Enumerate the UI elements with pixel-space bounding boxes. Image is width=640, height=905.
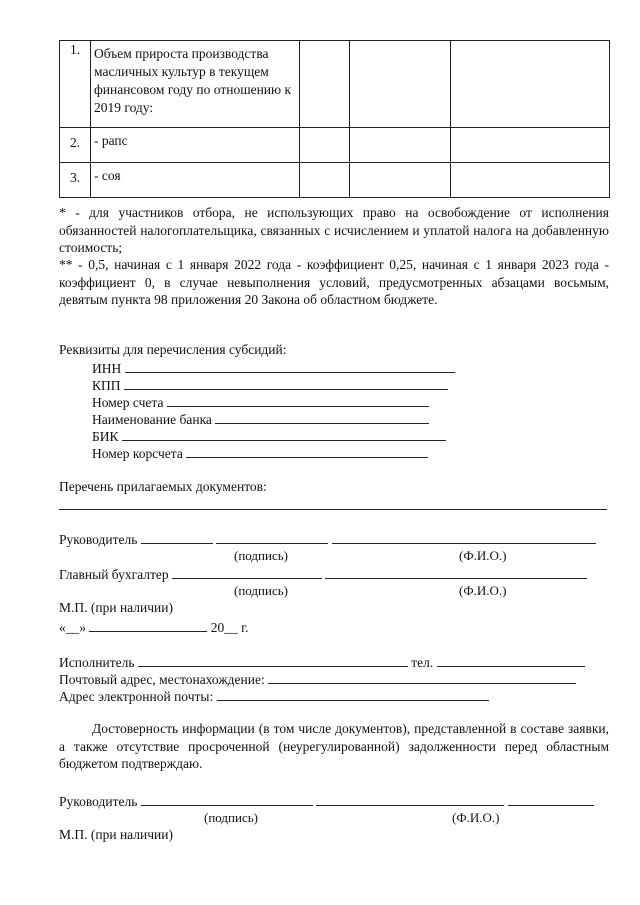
table-cell bbox=[300, 128, 350, 163]
bik-label: БИК bbox=[92, 429, 119, 444]
corr-field[interactable] bbox=[186, 444, 428, 458]
final-extra-line[interactable] bbox=[508, 792, 594, 806]
signature-caption: (подпись) bbox=[234, 548, 288, 563]
row-number: 2. bbox=[60, 128, 91, 163]
fio-caption: (Ф.И.О.) bbox=[459, 548, 507, 563]
account-field[interactable] bbox=[167, 393, 429, 407]
address-label: Почтовый адрес, местонахождение: bbox=[59, 672, 265, 687]
table-row bbox=[60, 41, 610, 128]
table-cell bbox=[350, 41, 451, 128]
table-cell bbox=[300, 41, 350, 128]
table-row bbox=[60, 128, 610, 163]
head-label: Руководитель bbox=[59, 532, 138, 547]
table-cell bbox=[451, 128, 610, 163]
table-cell bbox=[350, 163, 451, 198]
corr-label: Номер корсчета bbox=[92, 446, 183, 461]
date-day: «__» bbox=[59, 620, 86, 635]
executor-field[interactable] bbox=[138, 653, 408, 667]
accountant-fio-field[interactable] bbox=[325, 565, 587, 579]
table-cell bbox=[300, 163, 350, 198]
email-label: Адрес электронной почты: bbox=[59, 689, 214, 704]
table-cell bbox=[451, 41, 610, 128]
date-month-field[interactable] bbox=[89, 618, 207, 632]
documents-title: Перечень прилагаемых документов: bbox=[59, 479, 267, 494]
row-text: Объем прироста производства масличных культур в текущем финансовом году по отношению к 2019 году: bbox=[91, 41, 300, 128]
accountant-signature-field[interactable] bbox=[172, 565, 322, 579]
executor-label: Исполнитель bbox=[59, 655, 135, 670]
kpp-label: КПП bbox=[92, 378, 121, 393]
requisites-title: Реквизиты для перечисления субсидий: bbox=[59, 342, 287, 357]
fio-caption: (Ф.И.О.) bbox=[459, 583, 507, 598]
subsidy-table bbox=[59, 40, 610, 198]
row-number: 3. bbox=[60, 163, 91, 198]
tel-field[interactable] bbox=[437, 653, 585, 667]
bik-field[interactable] bbox=[122, 427, 446, 441]
table-cell bbox=[451, 163, 610, 198]
address-field[interactable] bbox=[268, 670, 576, 684]
head-extra-line[interactable] bbox=[141, 530, 213, 544]
row-text: - рапс bbox=[91, 128, 300, 163]
final-stamp-note: М.П. (при наличии) bbox=[59, 827, 173, 842]
final-signature-field[interactable] bbox=[141, 792, 313, 806]
head-fio-field[interactable] bbox=[332, 530, 596, 544]
date-year: 20__ г. bbox=[210, 620, 249, 635]
inn-field[interactable] bbox=[125, 359, 455, 373]
final-signature-caption: (подпись) bbox=[204, 810, 258, 825]
final-fio-caption: (Ф.И.О.) bbox=[452, 810, 500, 825]
signature-caption: (подпись) bbox=[234, 583, 288, 598]
tel-label: тел. bbox=[411, 655, 434, 670]
row-text: - соя bbox=[91, 163, 300, 198]
head-signature-field[interactable] bbox=[216, 530, 328, 544]
final-head-label: Руководитель bbox=[59, 794, 138, 809]
kpp-field[interactable] bbox=[124, 376, 448, 390]
final-fio-field[interactable] bbox=[316, 792, 504, 806]
table-row bbox=[60, 163, 610, 198]
accountant-label: Главный бухгалтер bbox=[59, 567, 169, 582]
row-number: 1. bbox=[60, 41, 91, 128]
account-label: Номер счета bbox=[92, 395, 164, 410]
bank-label: Наименование банка bbox=[92, 412, 212, 427]
footnote-coefficient: ** - 0,5, начиная с 1 января 2022 года - коэффициент 0,25, начиная с 1 января 2023 года - коэффициент 0, в случае невыполнения условий, предусмотренных абзацами восьмым, девятым пункта 98 приложения 20 Закона об областном бюджете. bbox=[59, 257, 609, 307]
table-cell bbox=[350, 128, 451, 163]
email-field[interactable] bbox=[217, 687, 489, 701]
documents-field[interactable] bbox=[59, 496, 607, 510]
inn-label: ИНН bbox=[92, 361, 122, 376]
stamp-note: М.П. (при наличии) bbox=[59, 600, 173, 615]
bank-field[interactable] bbox=[215, 410, 429, 424]
footnote-vat: * - для участников отбора, не использующих право на освобождение от исполнения обязанностей налогоплательщика, связанных с исчислением и уплатой налога на добавленную стоимость; bbox=[59, 205, 609, 255]
confirmation-text: Достоверность информации (в том числе документов), представленной в составе заявки, а также отсутствие просроченной (неурегулированной) задолженности перед областным бюджетом подтверждаю. bbox=[59, 721, 609, 771]
